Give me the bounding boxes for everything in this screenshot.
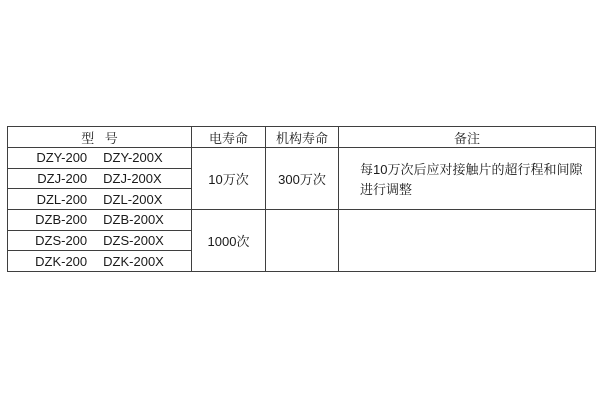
remarks-line: 进行调整 [360, 182, 413, 198]
model-cell [8, 209, 192, 230]
header-row [8, 127, 596, 148]
model-code: DZK-200 [35, 253, 88, 269]
model-code: DZY-200 [36, 150, 88, 166]
model-cell [8, 251, 192, 272]
model-pair [8, 254, 191, 269]
table-row [8, 209, 596, 230]
remarks-cell [339, 209, 596, 271]
table-row [8, 148, 596, 169]
model-code: DZL-200 [36, 191, 88, 207]
model-code: DZJ-200 [37, 170, 88, 186]
model-code: DZB-200 [35, 212, 88, 228]
model-code: DZY-200X [103, 150, 163, 166]
remarks-line: 每10万次后应对接触片的超行程和间隙 [360, 162, 583, 178]
model-code: DZJ-200X [103, 170, 162, 186]
electrical-life-cell: 1000次 [192, 209, 266, 271]
column-header-model: 型 号 [8, 127, 192, 148]
model-cell [8, 189, 192, 210]
column-header-mechanical-life: 机构寿命 [266, 127, 339, 148]
electrical-life-cell: 10万次 [192, 148, 266, 210]
model-pair [8, 192, 191, 207]
model-code: DZL-200X [103, 191, 163, 207]
column-header-electrical-life: 电寿命 [192, 127, 266, 148]
mechanical-life-cell [266, 209, 339, 271]
remarks-cell [339, 148, 596, 210]
model-code: DZK-200X [103, 253, 164, 269]
model-pair [8, 233, 191, 248]
column-header-remarks: 备注 [339, 127, 596, 148]
model-code: DZS-200X [103, 232, 164, 248]
model-pair [8, 212, 191, 227]
mechanical-life-cell: 300万次 [266, 148, 339, 210]
relay-life-spec-table [7, 126, 596, 272]
model-cell [8, 168, 192, 189]
model-pair [8, 150, 191, 165]
model-code: DZB-200X [103, 212, 164, 228]
model-cell [8, 230, 192, 251]
model-pair [8, 171, 191, 186]
model-cell [8, 148, 192, 169]
model-code: DZS-200 [35, 232, 88, 248]
